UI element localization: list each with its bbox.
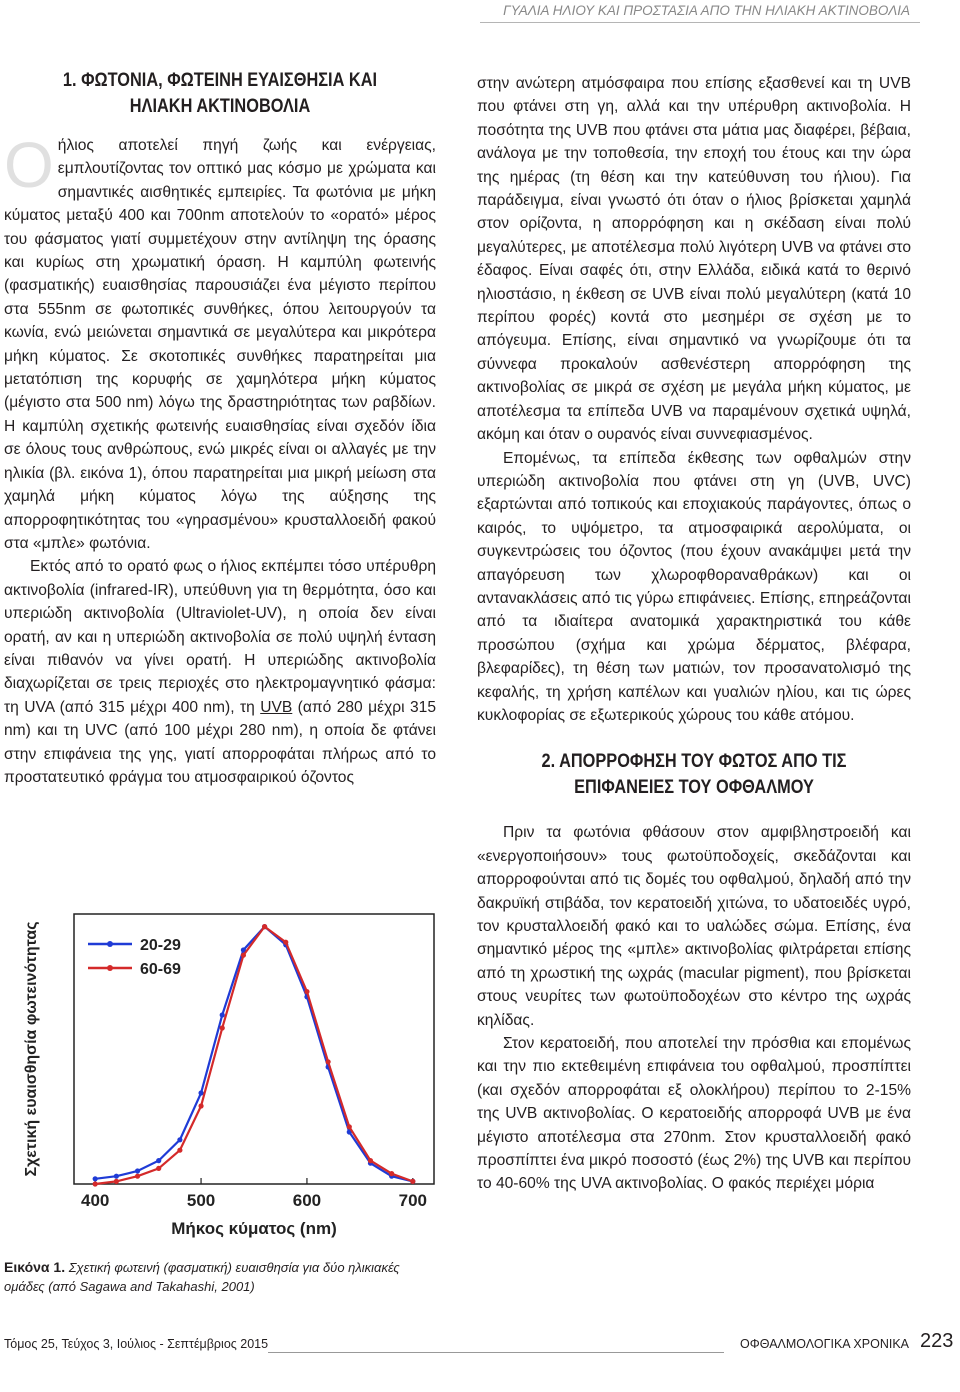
data-point-20-29 <box>156 1158 161 1163</box>
data-point-60-69 <box>368 1158 373 1163</box>
data-point-60-69 <box>410 1179 415 1184</box>
sensitivity-chart <box>4 906 442 1246</box>
data-point-20-29 <box>220 1012 225 1017</box>
paragraph-text: (από 280 μέχρι 315 nm) και τη UVC (από 100 μέχρι 280 nm), η οποία δε φτάνει στην επιφάνεια της γης, γιατί απορροφάται πλήρως από το προστατευτικό φράγμα του ατμοσφαιρικού όζοντος <box>4 698 436 786</box>
paragraph-text: ήλιος αποτελεί πηγή ζωής και ενέργειας, εμπλουτίζοντας τον οπτικό μας κόσμο με χρώματα και σημαντικές αισθητικές εμπειρίες. Τα φωτόνια με μήκη κύματος μεταξύ 400 και 700nm αποτελούν το «ορατό» μέρος του φάσματος γιατί συμμετέχουν στην αντίληψη της όρασης και κυρίως στη χρωματική όραση. Η καμπύλη φωτεινής (φασματικής) ευαισθησίας παρουσιάζει ένα μέγιστο περίπου στα 555nm σε φωτοπικές συνθήκες, όπου λειτουργούν τα κωνία, ενώ μειώνεται σημαντικά σε μεγαλύτερα και μικρότερα μήκη κύματος. Σε σκοτοπικές συνθήκες παρατηρείται μια μετατόπιση της κορυφής σε χαμηλότερα μήκη κύματος (μέγιστο στα 500 nm) λόγω της δραστηριότητας των ραβδίων. Η καμπύλη σχετικής φωτεινής ευαισθησίας είναι σχεδόν ίδια σε όλους τους ανθρώπους, ενώ μικρές είναι οι αλλαγές με την ηλικία (βλ. εικόνα 1), όπου παρατηρείται μια μικρή μείωση στα χαμηλά μήκη κύματος λόγω της αύξησης της απορροφητικότητας του «γηρασμένου» κρυσταλλοειδή φακού στα «μπλε» φωτόνια. <box>4 137 436 552</box>
footer-journal: ΟΦΘΑΛΜΟΛΟΓΙΚΑ ΧΡΟΝΙΚΑ <box>740 1337 909 1351</box>
legend-label-60-69: 60-69 <box>140 961 181 978</box>
figure-1 <box>4 906 442 1246</box>
running-head: ΓΥΑΛΙΑ ΗΛΙΟΥ ΚΑΙ ΠΡΟΣΤΑΣΙΑ ΑΠΟ ΤΗΝ ΗΛΙΑΚΗ ΑΚΤΙΝΟΒΟΛΙΑ <box>503 3 910 18</box>
figure-label: Εικόνα 1. <box>4 1259 66 1275</box>
data-point-60-69 <box>135 1174 140 1179</box>
x-tick-label: 500 <box>186 1191 216 1210</box>
data-point-20-29 <box>198 1090 203 1095</box>
paragraph <box>4 555 436 789</box>
chart-background <box>4 906 442 1246</box>
figure-caption <box>4 1258 440 1296</box>
data-point-60-69 <box>304 989 309 994</box>
data-point-60-69 <box>241 953 246 958</box>
data-point-60-69 <box>114 1179 119 1184</box>
right-column <box>477 72 911 1196</box>
figure-caption-text: Σχετική φωτεινή (φασματική) ευαισθησία για δύο ηλικιακές ομάδες (από Sagawa and Takahashi, 2001) <box>4 1260 400 1294</box>
y-axis-label: Σχετική ευαισθησία φωτεινότητας <box>23 921 40 1177</box>
paragraph-text: Εκτός από το ορατό φως ο ήλιος εκπέμπει τόσο υπέρυθρη ακτινοβολία (infrared-IR), υπεύθυνη για τη θερμότητα, όσο και υπεριώδη ακτινοβολία (Ultraviolet-UV), η οποία δεν είναι ορατή, αν και η υπεριώδη ακτινοβολία σε πολύ υψηλή ένταση είναι πιθανόν να γίνει ορατή. Η υπεριώδης ακτινοβολία διαχωρίζεται σε τρεις περιοχές στο ηλεκτρομαγνητικό φάσμα: τη UVA (από 315 μέχρι 400 nm), τη <box>4 558 436 716</box>
paragraph: Στον κερατοειδή, που αποτελεί την πρόσθια και επομένως και την πιο εκτεθειμένη επιφάνεια του οφθαλμού, προσπίπτει (και σχεδόν απορροφάται εξ ολοκλήρου) περίπου το 2-15% της UVB ακτινοβολίας. Ο κερατοειδής απορροφά UVB με ένα μέγιστο αποτέλεσμα στα 270nm. Στον κρυσταλλοειδή φακό προσπίπτει ένα μικρό ποσοστό (έως 2%) της UVB και περίπου το 40-60% της UVA ακτινοβολίας. Ο φακός περιέχει μόρια <box>477 1035 911 1193</box>
data-point-60-69 <box>198 1103 203 1108</box>
footer-rule <box>268 1352 724 1353</box>
data-point-60-69 <box>156 1166 161 1171</box>
paragraph <box>4 129 436 555</box>
legend-label-20-29: 20-29 <box>140 937 181 954</box>
data-point-20-29 <box>177 1137 182 1142</box>
data-point-60-69 <box>326 1059 331 1064</box>
x-tick-label: 700 <box>398 1191 428 1210</box>
legend-marker-20-29 <box>107 941 113 947</box>
data-point-60-69 <box>220 1025 225 1030</box>
data-point-60-69 <box>347 1124 352 1129</box>
paragraph: στην ανώτερη ατμόσφαιρα που επίσης εξασθενεί και τη UVB που φτάνει στη γη, αλλά και την υπέρυθρη ακτινοβολία. Η ποσότητα της UVB που φτάνει στα μάτια μας διαφέρει, βέβαια, ανάλογα με την τοποθεσία, την εποχή του έτους και την ώρα της ημέρας (τη θέση και την κατεύθυνση του ήλιου). Για παράδειγμα, είναι γνωστό ότι όταν ο ήλιος βρίσκεται χαμηλά στον ορίζοντα, η απορρόφηση και η σκέδαση είναι πολύ μεγαλύτερες, με αποτέλεσμα πολύ λιγότερη UVB να φτάνει στο έδαφος. Είναι σαφές ότι, στην Ελλάδα, ειδικά κατά το θερινό ηλιοστάσιο, η έκθεση σε UVB είναι πολύ μεγαλύτερη (κατά 10 περίπου φορές) κοντά στο μεσημέρι σε σχέση με το απόγευμα. Επίσης, είναι σημαντικό να γνωρίζουμε ότι τα σύννεφα προκαλούν ασθενέστερη απορρόφηση της ακτινοβολίας σε μικρά σε σχέση με μεγάλα μήκη κύματος, με αποτέλεσμα τα επίπεδα UVB να παραμένουν σχετικά υψηλά, ακόμη και όταν ο ουρανός είναι συννεφιασμένος. <box>477 75 911 444</box>
running-head-rule <box>480 22 920 23</box>
x-axis-label: Μήκος κύματος (nm) <box>171 1219 337 1238</box>
page-number: 223 <box>920 1330 954 1352</box>
section-2-heading: 2. ΑΠΟΡΡΟΦΗΣΗ ΤΟΥ ΦΩΤΟΣ ΑΠΟ ΤΙΣ ΕΠΙΦΑΝΕΙΕΣ ΤΟΥ ΟΦΘΑΛΜΟΥ <box>541 751 847 799</box>
x-tick-label: 600 <box>292 1191 322 1210</box>
data-point-60-69 <box>262 924 267 929</box>
uvb-underlined: UVB <box>260 698 293 716</box>
data-point-20-29 <box>135 1168 140 1173</box>
legend-marker-60-69 <box>107 965 113 971</box>
data-point-60-69 <box>177 1148 182 1153</box>
footer-issue: Τόμος 25, Τεύχος 3, Ιούλιος - Σεπτέμβριος 2015 <box>4 1337 269 1351</box>
data-point-20-29 <box>114 1174 119 1179</box>
paragraph: Επομένως, τα επίπεδα έκθεσης των οφθαλμών στην υπεριώδη ακτινοβολία που φτάνει στη γη (UVB, UVC) εξαρτώνται από τοπικούς και εποχιακούς παράγοντες, όπως ο καιρός, το υψόμετρο, τα ατμοσφαιρικά αερολύματα, οι συγκεντρώσεις του όζοντος (που έχουν ανακάμψει μετά την απαγόρευση των χλωροφθοραναθράκων) και οι αντανακλάσεις από τις γύρω επιφάνειες. Επίσης, επηρεάζονται από τα ιδιαίτερα ανατομικά χαρακτηριστικά του κάθε προσώπου (σχήμα και χρώμα δέρματος, βλέφαρα, βλεφαρίδες), τη θέση των ματιών, τον προσανατολισμό της κεφαλής, τη χρήση καπέλων και γυαλιών ηλίου, και τις ώρες κυκλοφορίας σε εξωτερικούς χώρους του κάθε ατόμου. <box>477 449 911 724</box>
paragraph: Πριν τα φωτόνια φθάσουν στον αμφιβληστροειδή και «ενεργοποιήσουν» τους φωτοϋποδοχείς, σκεδάζονται και απορροφούνται από τις δομές του οφθαλμού, δηλαδή από την δακρυϊκή στιβάδα, τον κερατοειδή χιτώνα, το υδατοειδές υγρό, τον κρυσταλλοειδή φακό και το υαλώδες σώμα. Επίσης, ένα σημαντικό μέρος της «μπλε» ακτινοβολίας φιλτράρεται επίσης από τη χρωστική της ωχράς (macular pigment), που βρίσκεται στους νευρίτες των φωτοϋποδοχέων στο κέντρο της ωχράς κηλίδας. <box>477 824 911 1029</box>
left-column <box>4 68 436 789</box>
drop-cap: Ο <box>4 129 54 201</box>
data-point-60-69 <box>93 1181 98 1186</box>
data-point-20-29 <box>93 1176 98 1181</box>
data-point-60-69 <box>283 940 288 945</box>
x-tick-label: 400 <box>80 1191 110 1210</box>
data-point-60-69 <box>389 1171 394 1176</box>
section-1-heading: 1. ΦΩΤΟΝΙΑ, ΦΩΤΕΙΝΗ ΕΥΑΙΣΘΗΣΙΑ ΚΑΙ ΗΛΙΑΚΗ ΑΚΤΙΝΟΒΟΛΙΑ <box>62 70 378 117</box>
